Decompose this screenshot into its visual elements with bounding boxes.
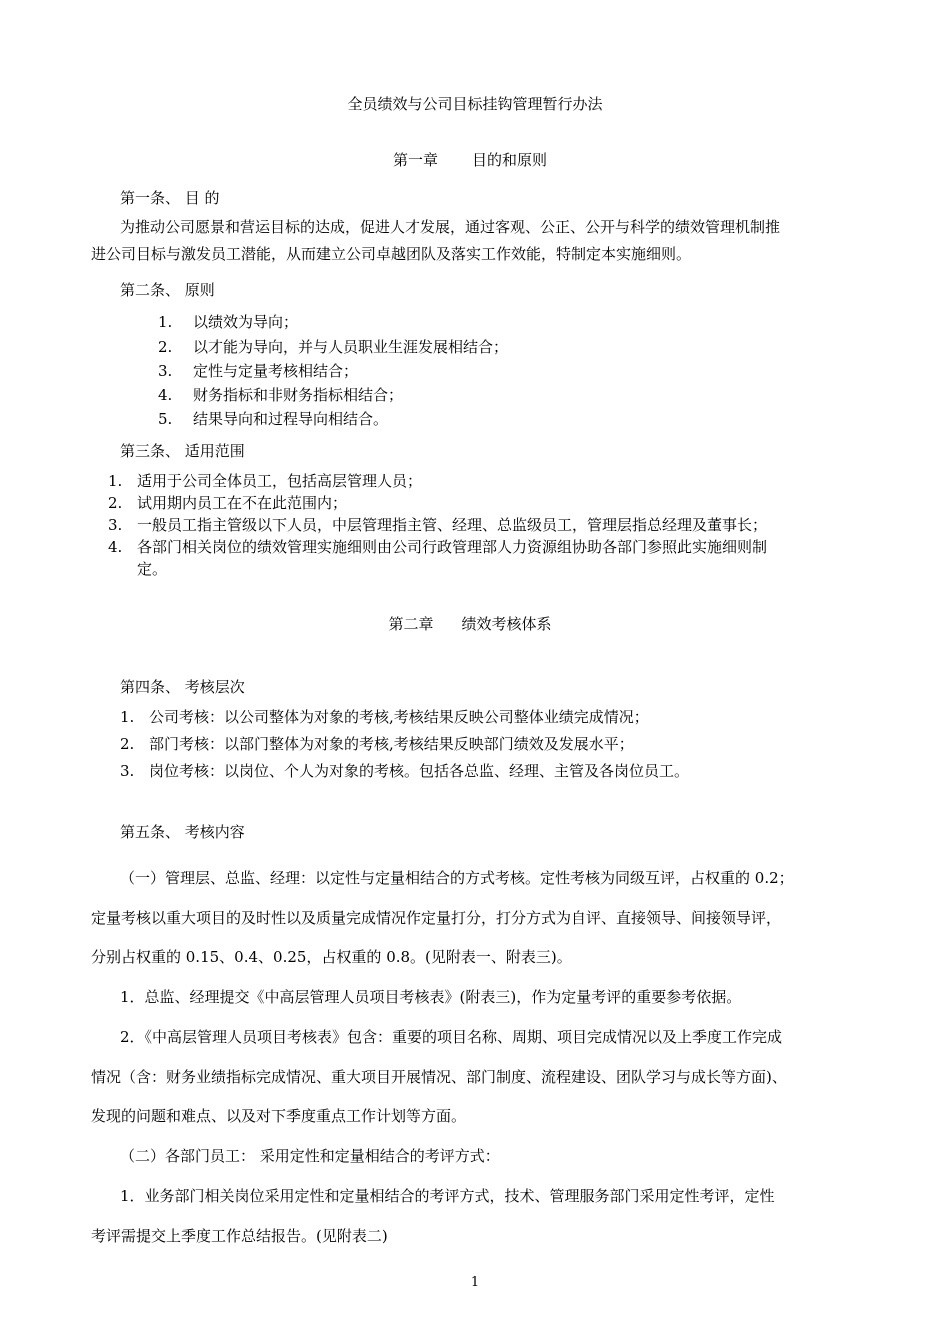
list-number: 3. xyxy=(158,362,173,380)
list-number: 2. xyxy=(158,338,173,356)
list-number: 5. xyxy=(158,410,173,428)
article-5-para-5-line-1: 1．业务部门相关岗位采用定性和定量相结合的考评方式，技术、管理服务部门采用定性考评，定性 xyxy=(120,1187,775,1205)
document-title: 全员绩效与公司目标挂钩管理暂行办法 xyxy=(347,95,603,113)
list-item: 以才能为导向，并与人员职业生涯发展相结合； xyxy=(193,338,509,356)
article-1-line-2: 进公司目标与激发员工潜能，从而建立公司卓越团队及落实工作效能，特制定本实施细则。 xyxy=(91,245,692,263)
list-item-continuation: 定。 xyxy=(137,560,168,578)
article-5-para-2: 1．总监、经理提交《中高层管理人员项目考核表》(附表三)，作为定量考评的重要参考依据。 xyxy=(120,988,742,1006)
list-item: 以绩效为导向； xyxy=(193,313,299,331)
list-item: 结果导向和过程导向相结合。 xyxy=(193,410,389,428)
list-item: 定性与定量考核相结合； xyxy=(193,362,359,380)
article-5-para-1-line-3: 分别占权重的 0.15、0.4、0.25，占权重的 0.8。(见附表一、附表三)。 xyxy=(91,948,572,966)
chapter-2-name: 绩效考核体系 xyxy=(461,615,552,633)
list-item: 各部门相关岗位的绩效管理实施细则由公司行政管理部人力资源组协助各部门参照此实施细则制 xyxy=(137,538,768,556)
article-4-heading: 第四条、 考核层次 xyxy=(120,678,245,696)
list-number: 1. xyxy=(158,313,173,331)
list-number: 2. xyxy=(120,735,135,753)
list-item: 岗位考核：以岗位、个人为对象的考核。包括各总监、经理、主管及各岗位员工。 xyxy=(149,762,690,780)
article-1-line-1: 为推动公司愿景和营运目标的达成，促进人才发展，通过客观、公正、公开与科学的绩效管理机制推 xyxy=(120,218,781,236)
article-3-heading: 第三条、 适用范围 xyxy=(120,442,245,460)
list-number: 2. xyxy=(108,494,123,512)
article-5-para-3-line-3: 发现的问题和难点、以及对下季度重点工作计划等方面。 xyxy=(91,1107,467,1125)
list-number: 3. xyxy=(120,762,135,780)
list-number: 1. xyxy=(108,472,123,490)
chapter-1-name: 目的和原则 xyxy=(472,151,548,169)
list-item: 适用于公司全体员工，包括高层管理人员； xyxy=(137,472,423,490)
chapter-1-heading xyxy=(0,151,940,169)
article-5-para-4: （二）各部门员工： 采用定性和定量相结合的考评方式： xyxy=(120,1147,500,1165)
article-2-heading: 第二条、 原则 xyxy=(120,281,215,299)
chapter-1-label: 第一章 xyxy=(392,151,438,169)
article-5-para-1-line-2: 定量考核以重大项目的及时性以及质量完成情况作定量打分，打分方式为自评、直接领导、间接领导评， xyxy=(91,909,782,927)
list-item: 一般员工指主管级以下人员，中层管理指主管、经理、总监级员工，管理层指总经理及董事长； xyxy=(137,516,768,534)
article-5-para-3-line-2: 情况（含：财务业绩指标完成情况、重大项目开展情况、部门制度、流程建设、团队学习与成长等方面)、 xyxy=(91,1068,787,1086)
list-item: 试用期内员工在不在此范围内； xyxy=(137,494,348,512)
article-1-heading: 第一条、 目 的 xyxy=(120,189,220,207)
list-item: 部门考核：以部门整体为对象的考核,考核结果反映部门绩效及发展水平； xyxy=(149,735,634,753)
page-number: 1 xyxy=(470,1275,480,1290)
article-5-para-5-line-2: 考评需提交上季度工作总结报告。(见附表二) xyxy=(91,1227,388,1245)
chapter-2-heading xyxy=(0,615,940,633)
article-5-para-3-line-1: 2．《中高层管理人员项目考核表》包含：重要的项目名称、周期、项目完成情况以及上季度工作完成 xyxy=(120,1028,783,1046)
list-number: 4. xyxy=(158,386,173,404)
list-number: 1. xyxy=(120,708,135,726)
list-number: 4. xyxy=(108,538,123,556)
article-5-heading: 第五条、 考核内容 xyxy=(120,823,245,841)
chapter-2-label: 第二章 xyxy=(388,615,434,633)
list-number: 3. xyxy=(108,516,123,534)
list-item: 公司考核：以公司整体为对象的考核,考核结果反映公司整体业绩完成情况； xyxy=(149,708,649,726)
list-item: 财务指标和非财务指标相结合； xyxy=(193,386,404,404)
article-5-para-1-line-1: （一）管理层、总监、经理：以定性与定量相结合的方式考核。定性考核为同级互评，占权重的 0.2； xyxy=(120,869,794,887)
